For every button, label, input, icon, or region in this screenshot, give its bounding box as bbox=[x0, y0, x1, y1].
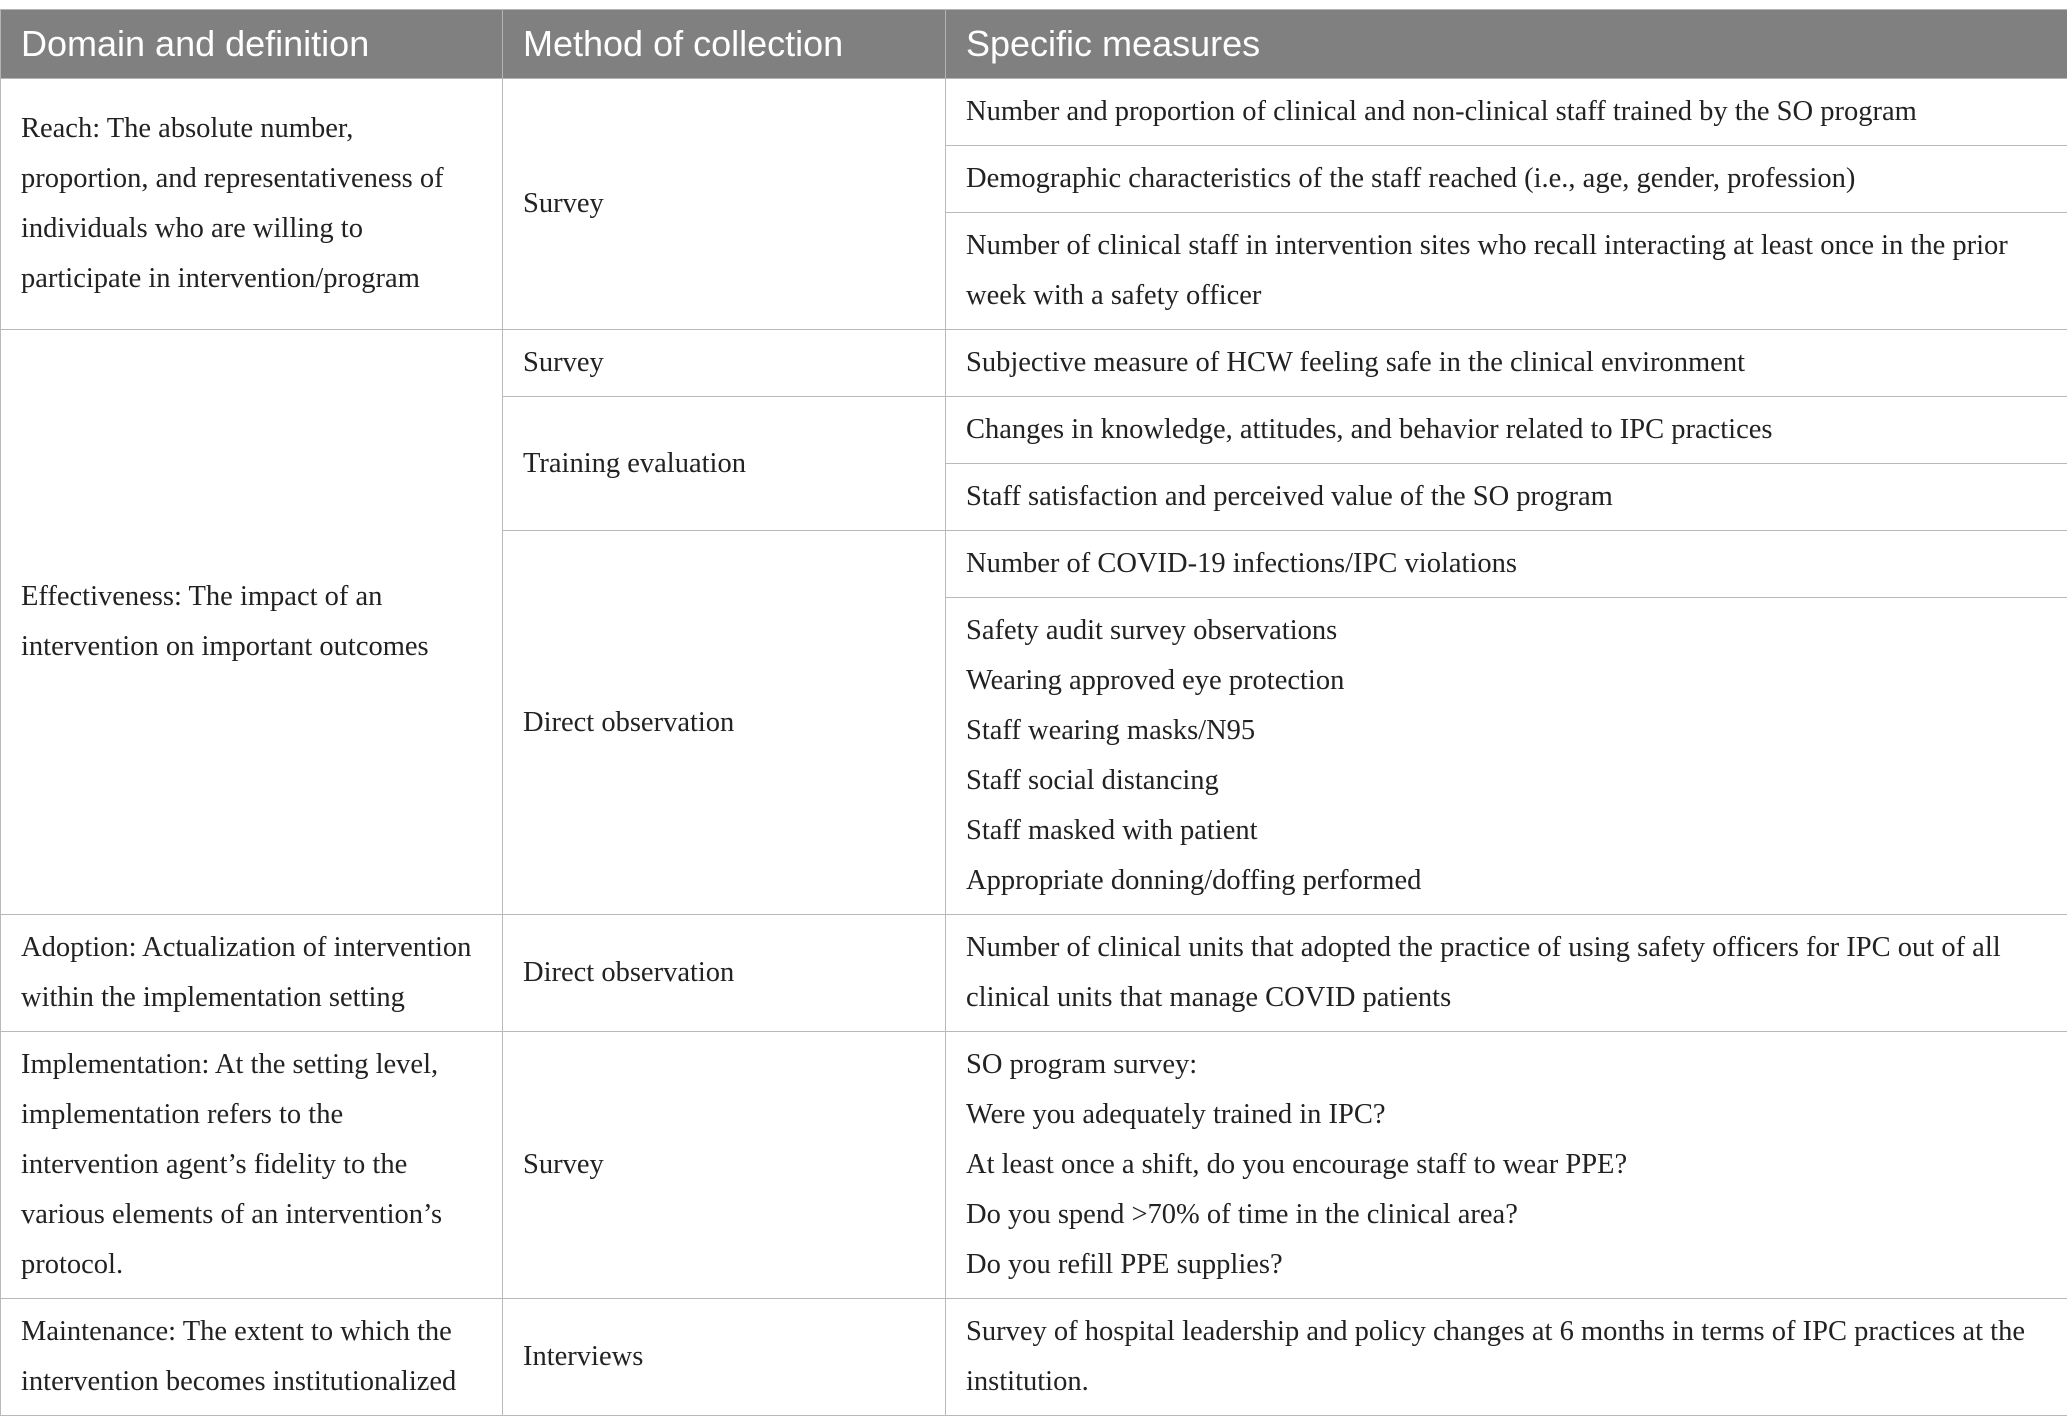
table-header bbox=[1, 10, 2067, 79]
survey-question-line: Do you spend >70% of time in the clinical area? bbox=[966, 1190, 2047, 1240]
implementation-domain-cell: Implementation: At the setting level, implementation refers to the intervention agent’s fidelity to the various elements of an intervention’s protocol. bbox=[1, 1032, 503, 1299]
effectiveness-observation-method-cell: Direct observation bbox=[503, 531, 946, 915]
audit-line: Safety audit survey observations bbox=[966, 606, 2047, 656]
audit-line: Staff wearing masks/N95 bbox=[966, 706, 2047, 756]
adoption-method-cell: Direct observation bbox=[503, 915, 946, 1032]
audit-line: Appropriate donning/doffing performed bbox=[966, 856, 2047, 906]
measures-table bbox=[0, 9, 2067, 1416]
survey-question-line: At least once a shift, do you encourage staff to wear PPE? bbox=[966, 1140, 2047, 1190]
table-row bbox=[1, 330, 2067, 397]
table-row bbox=[1, 79, 2067, 146]
table-body bbox=[1, 79, 2067, 1416]
effectiveness-training-measure-cell: Changes in knowledge, attitudes, and behavior related to IPC practices bbox=[946, 397, 2067, 464]
reach-measure-cell: Number and proportion of clinical and non-clinical staff trained by the SO program bbox=[946, 79, 2067, 146]
table-row bbox=[1, 1299, 2067, 1416]
effectiveness-training-method-cell: Training evaluation bbox=[503, 397, 946, 531]
survey-question-line: Were you adequately trained in IPC? bbox=[966, 1090, 2047, 1140]
audit-line: Staff masked with patient bbox=[966, 806, 2047, 856]
maintenance-method-cell: Interviews bbox=[503, 1299, 946, 1416]
reach-measure-cell: Number of clinical staff in intervention sites who recall interacting at least once in the prior week with a safety officer bbox=[946, 213, 2067, 330]
effectiveness-training-measure-cell: Staff satisfaction and perceived value of the SO program bbox=[946, 464, 2067, 531]
table-row bbox=[1, 1032, 2067, 1299]
header-method: Method of collection bbox=[503, 10, 946, 79]
header-row bbox=[1, 10, 2067, 79]
header-measures: Specific measures bbox=[946, 10, 2067, 79]
audit-line: Wearing approved eye protection bbox=[966, 656, 2047, 706]
maintenance-domain-cell: Maintenance: The extent to which the intervention becomes institutionalized bbox=[1, 1299, 503, 1416]
maintenance-measure-cell: Survey of hospital leadership and policy changes at 6 months in terms of IPC practices at the institution. bbox=[946, 1299, 2067, 1416]
effectiveness-audit-cell bbox=[946, 598, 2067, 915]
adoption-domain-cell: Adoption: Actualization of intervention within the implementation setting bbox=[1, 915, 503, 1032]
adoption-measure-cell: Number of clinical units that adopted the practice of using safety officers for IPC out of all clinical units that manage COVID patients bbox=[946, 915, 2067, 1032]
table-row bbox=[1, 915, 2067, 1032]
reach-method-cell: Survey bbox=[503, 79, 946, 330]
audit-line: Staff social distancing bbox=[966, 756, 2047, 806]
reach-measure-cell: Demographic characteristics of the staff reached (i.e., age, gender, profession) bbox=[946, 146, 2067, 213]
header-domain: Domain and definition bbox=[1, 10, 503, 79]
survey-question-line: Do you refill PPE supplies? bbox=[966, 1240, 2047, 1290]
implementation-method-cell: Survey bbox=[503, 1032, 946, 1299]
effectiveness-domain-cell: Effectiveness: The impact of an intervention on important outcomes bbox=[1, 330, 503, 915]
survey-question-line: SO program survey: bbox=[966, 1040, 2047, 1090]
effectiveness-survey-method-cell: Survey bbox=[503, 330, 946, 397]
reach-domain-cell: Reach: The absolute number, proportion, and representativeness of individuals who are willing to participate in intervention/program bbox=[1, 79, 503, 330]
effectiveness-survey-measure-cell: Subjective measure of HCW feeling safe in the clinical environment bbox=[946, 330, 2067, 397]
effectiveness-observation-measure-cell: Number of COVID-19 infections/IPC violations bbox=[946, 531, 2067, 598]
implementation-measure-cell bbox=[946, 1032, 2067, 1299]
